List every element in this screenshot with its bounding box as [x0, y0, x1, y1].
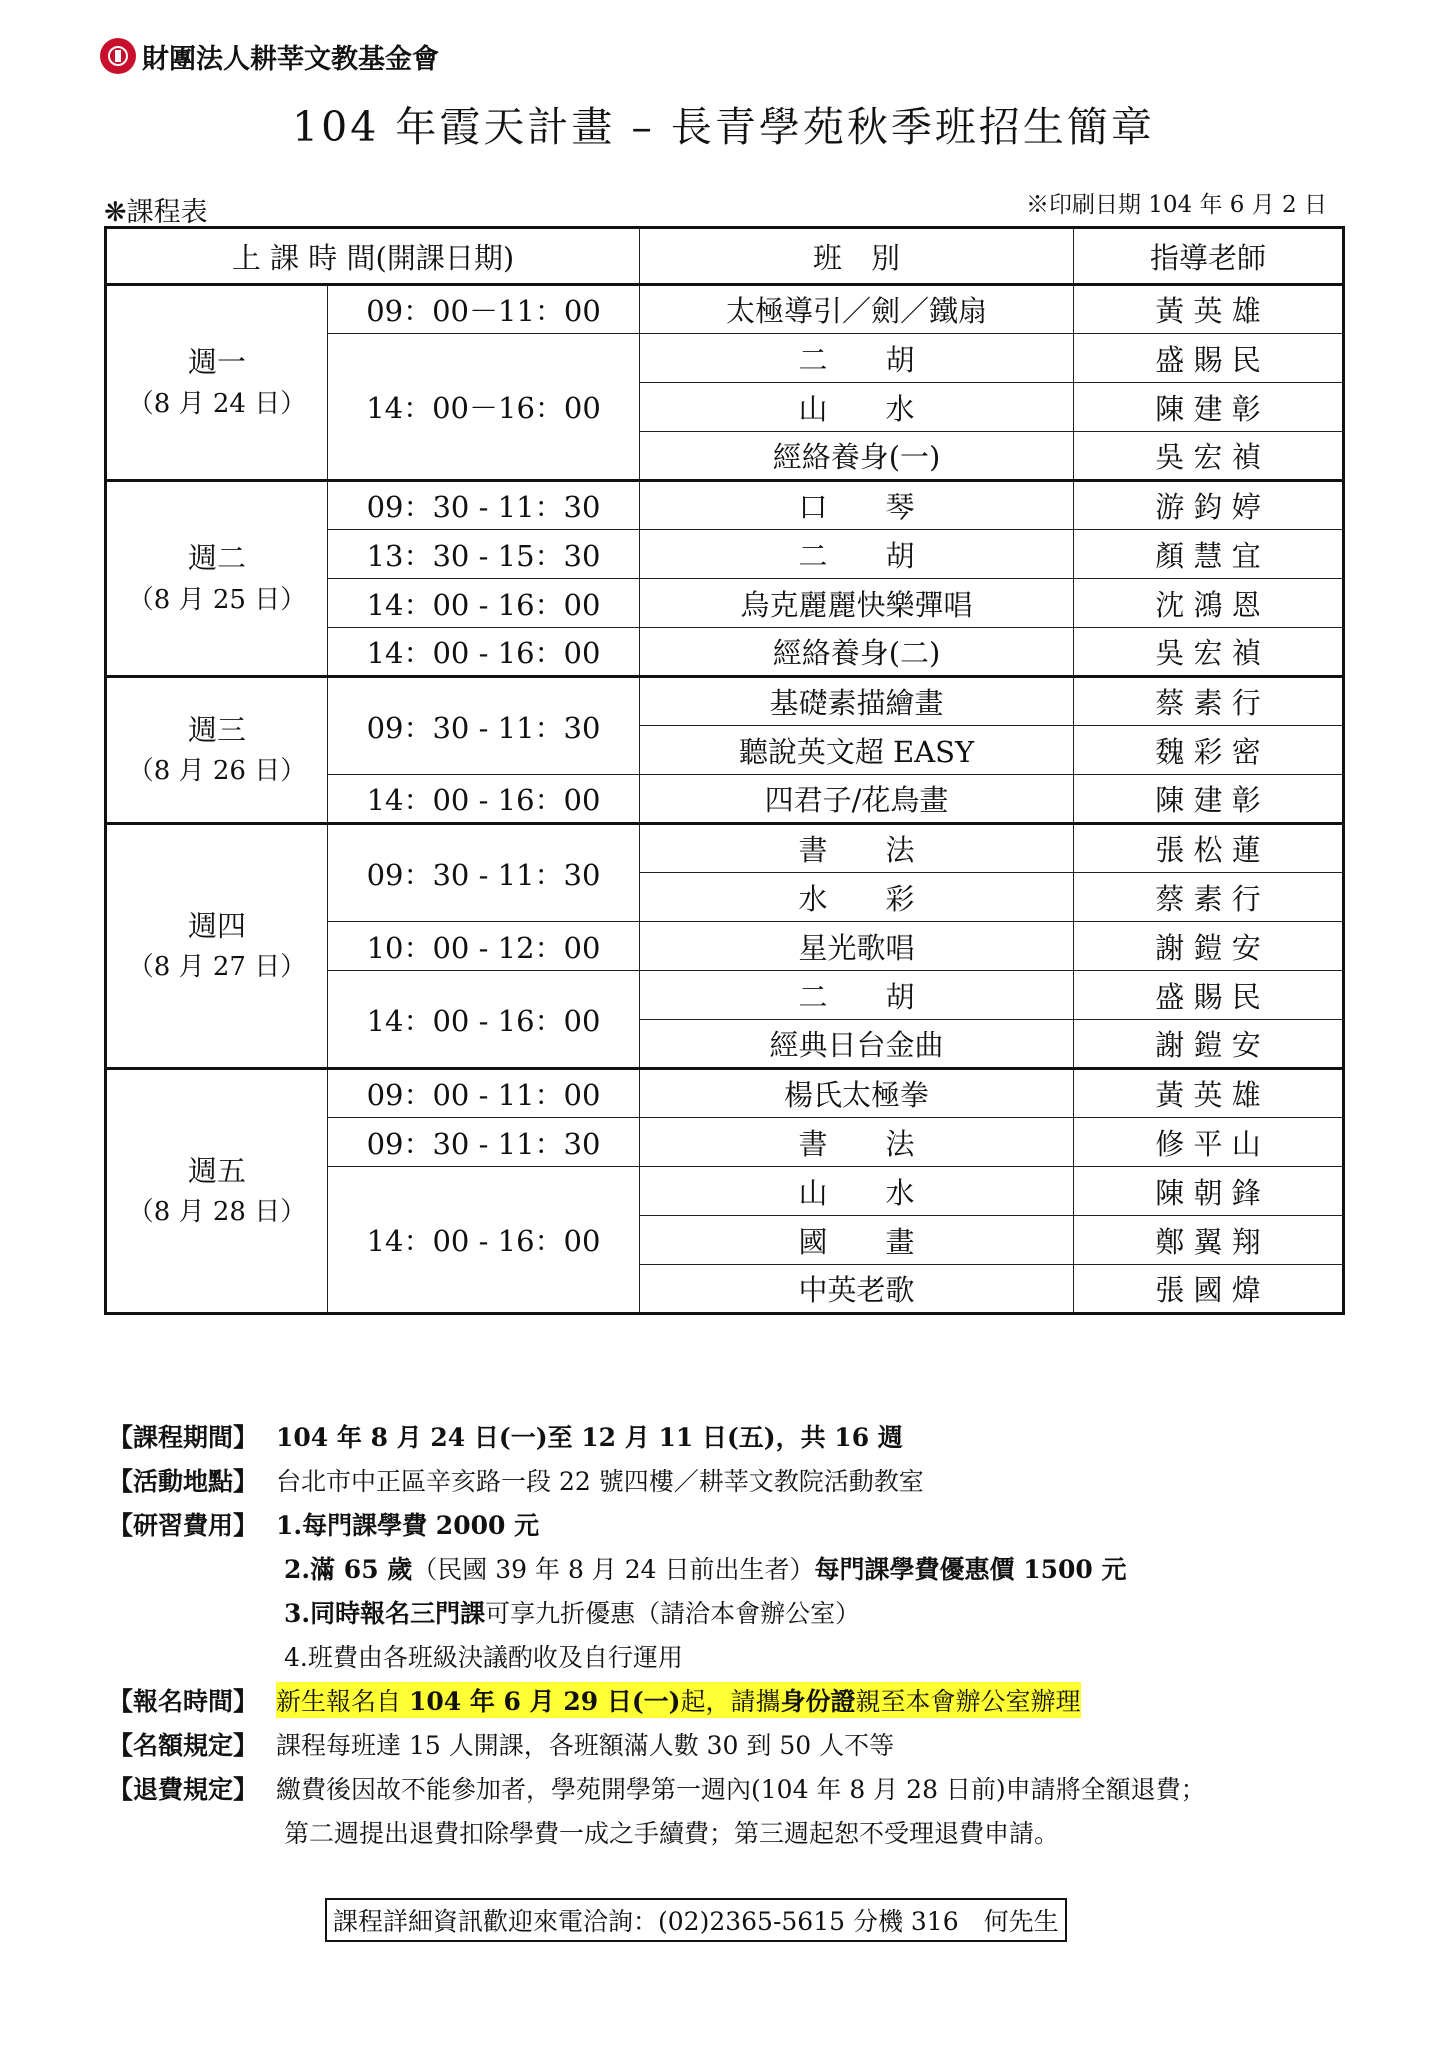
day-cell — [106, 285, 328, 481]
signup-row — [108, 1678, 1368, 1722]
time-cell: 14：00 - 16：00 — [328, 628, 640, 677]
day-cell — [106, 1069, 328, 1314]
fee-item: 2.滿 65 歲 — [284, 1555, 413, 1584]
contact-footer: 課程詳細資訊歡迎來電洽詢：(02)2365-5615 分機 316 何先生 — [325, 1898, 1067, 1942]
time-cell: 14：00－16：00 — [328, 334, 640, 481]
teacher-cell: 吳 宏 禎 — [1074, 432, 1344, 481]
fee-row — [108, 1546, 1368, 1590]
time-cell: 14：00 - 16：00 — [328, 1167, 640, 1314]
day-start-date: （8 月 27 日） — [127, 952, 307, 983]
info-key: 【名額規定】 — [108, 1731, 259, 1760]
day-start-date: （8 月 28 日） — [127, 1197, 307, 1228]
quota-row — [108, 1722, 1368, 1766]
info-value: 繳費後因故不能參加者，學苑開學第一週內(104 年 8 月 28 日前)申請將全額退費； — [276, 1775, 1206, 1804]
info-value: 台北市中正區辛亥路一段 22 號四樓／耕莘文教院活動教室 — [276, 1467, 924, 1496]
class-cell: 楊氏太極拳 — [640, 1069, 1074, 1118]
signup-date: 104 年 6 月 29 日(一) — [408, 1687, 681, 1716]
schedule-label: ❋課程表 — [104, 197, 208, 228]
class-cell: 基礎素描繪畫 — [640, 677, 1074, 726]
signup-id: 身份證 — [780, 1687, 856, 1716]
teacher-cell: 盛 賜 民 — [1074, 334, 1344, 383]
column-header-teacher: 指導老師 — [1074, 228, 1344, 285]
day-name: 週二 — [187, 541, 246, 576]
table-row — [106, 285, 1344, 334]
class-cell: 二 胡 — [640, 971, 1074, 1020]
class-cell: 水 彩 — [640, 873, 1074, 922]
signup-text: 起，請攜 — [680, 1687, 781, 1716]
registration-info — [108, 1414, 1368, 1854]
location-row — [108, 1458, 1368, 1502]
day-name: 週四 — [187, 908, 246, 943]
teacher-cell: 黃 英 雄 — [1074, 1069, 1344, 1118]
class-cell: 口 琴 — [640, 481, 1074, 530]
day-start-date: （8 月 25 日） — [127, 584, 307, 615]
organization-name: 財團法人耕莘文教基金會 — [142, 43, 439, 75]
time-cell: 09：30 - 11：30 — [328, 1118, 640, 1167]
class-cell: 書 法 — [640, 1118, 1074, 1167]
fee-item: （民國 39 年 8 月 24 日前出生者） — [412, 1555, 815, 1584]
class-cell: 山 水 — [640, 1167, 1074, 1216]
teacher-cell: 陳 朝 鋒 — [1074, 1167, 1344, 1216]
teacher-cell: 蔡 素 行 — [1074, 873, 1344, 922]
time-cell: 10：00 - 12：00 — [328, 922, 640, 971]
class-cell: 四君子/花鳥畫 — [640, 775, 1074, 824]
table-row — [106, 1069, 1344, 1118]
course-period-row — [108, 1414, 1368, 1458]
print-date: ※印刷日期 104 年 6 月 2 日 — [1025, 192, 1327, 218]
table-row — [106, 677, 1344, 726]
table-row — [106, 481, 1344, 530]
class-cell: 二 胡 — [640, 530, 1074, 579]
time-cell: 09：00－11：00 — [328, 285, 640, 334]
teacher-cell: 張 國 煒 — [1074, 1265, 1344, 1314]
fee-item: 3.同時報名三門課 — [284, 1599, 486, 1628]
teacher-cell: 沈 鴻 恩 — [1074, 579, 1344, 628]
teacher-cell: 陳 建 彰 — [1074, 775, 1344, 824]
info-key: 【活動地點】 — [108, 1467, 259, 1496]
day-start-date: （8 月 26 日） — [127, 756, 307, 787]
class-cell: 書 法 — [640, 824, 1074, 873]
teacher-cell: 謝 鎧 安 — [1074, 922, 1344, 971]
class-cell: 山 水 — [640, 383, 1074, 432]
info-value: 第二週提出退費扣除學費一成之手續費；第三週起恕不受理退費申請。 — [284, 1819, 1060, 1848]
refund-row-cont — [108, 1810, 1368, 1854]
class-cell: 太極導引／劍／鐵扇 — [640, 285, 1074, 334]
course-schedule-table — [104, 226, 1345, 1315]
class-cell: 國 畫 — [640, 1216, 1074, 1265]
time-cell: 09：30 - 11：30 — [328, 481, 640, 530]
teacher-cell: 黃 英 雄 — [1074, 285, 1344, 334]
fee-item: 每門課學費優惠價 1500 元 — [814, 1555, 1127, 1584]
fee-row — [108, 1502, 1368, 1546]
info-key: 【研習費用】 — [108, 1511, 259, 1540]
teacher-cell: 顏 慧 宜 — [1074, 530, 1344, 579]
fee-row — [108, 1590, 1368, 1634]
info-key: 【退費規定】 — [108, 1775, 259, 1804]
refund-row — [108, 1766, 1368, 1810]
foundation-logo-icon — [100, 38, 136, 74]
teacher-cell: 盛 賜 民 — [1074, 971, 1344, 1020]
time-cell: 14：00 - 16：00 — [328, 775, 640, 824]
class-cell: 星光歌唱 — [640, 922, 1074, 971]
time-cell: 09：00 - 11：00 — [328, 1069, 640, 1118]
day-name: 週五 — [187, 1153, 246, 1188]
time-cell: 09：30 - 11：30 — [328, 824, 640, 922]
time-cell: 14：00 - 16：00 — [328, 971, 640, 1069]
time-cell: 13：30 - 15：30 — [328, 530, 640, 579]
teacher-cell: 游 鈞 婷 — [1074, 481, 1344, 530]
teacher-cell: 陳 建 彰 — [1074, 383, 1344, 432]
day-cell — [106, 824, 328, 1069]
teacher-cell: 鄭 翼 翔 — [1074, 1216, 1344, 1265]
fee-item: 4.班費由各班級決議酌收及自行運用 — [284, 1643, 683, 1672]
fee-item: 1.每門課學費 2000 元 — [276, 1511, 540, 1540]
info-value: 104 年 8 月 24 日(一)至 12 月 11 日(五)，共 16 週 — [276, 1423, 903, 1452]
class-cell: 烏克麗麗快樂彈唱 — [640, 579, 1074, 628]
column-header-class: 班 別 — [640, 228, 1074, 285]
teacher-cell: 蔡 素 行 — [1074, 677, 1344, 726]
teacher-cell: 魏 彩 密 — [1074, 726, 1344, 775]
day-cell — [106, 677, 328, 824]
column-header-time: 上 課 時 間(開課日期) — [106, 228, 640, 285]
class-cell: 中英老歌 — [640, 1265, 1074, 1314]
organization-header — [100, 34, 439, 78]
teacher-cell: 張 松 蓮 — [1074, 824, 1344, 873]
info-value: 課程每班達 15 人開課，各班額滿人數 30 到 50 人不等 — [276, 1731, 895, 1760]
time-cell: 09：30 - 11：30 — [328, 677, 640, 775]
day-name: 週一 — [187, 345, 246, 380]
page-title: 104 年霞天計畫 – 長青學苑秋季班招生簡章 — [292, 103, 1155, 151]
info-key: 【報名時間】 — [108, 1687, 259, 1716]
class-cell: 經絡養身(二) — [640, 628, 1074, 677]
day-name: 週三 — [187, 712, 246, 747]
info-key: 【課程期間】 — [108, 1423, 259, 1452]
signup-text: 親至本會辦公室辦理 — [855, 1687, 1081, 1716]
class-cell: 經絡養身(一) — [640, 432, 1074, 481]
fee-item: 可享九折優惠（請洽本會辦公室） — [485, 1599, 861, 1628]
signup-highlight — [276, 1682, 1081, 1718]
class-cell: 經典日台金曲 — [640, 1020, 1074, 1069]
teacher-cell: 修 平 山 — [1074, 1118, 1344, 1167]
table-row — [106, 824, 1344, 873]
signup-text: 新生報名自 — [276, 1687, 409, 1716]
class-cell: 二 胡 — [640, 334, 1074, 383]
teacher-cell: 吳 宏 禎 — [1074, 628, 1344, 677]
fee-row — [108, 1634, 1368, 1678]
day-cell — [106, 481, 328, 677]
time-cell: 14：00 - 16：00 — [328, 579, 640, 628]
teacher-cell: 謝 鎧 安 — [1074, 1020, 1344, 1069]
day-start-date: （8 月 24 日） — [127, 388, 307, 419]
class-cell: 聽說英文超 EASY — [640, 726, 1074, 775]
